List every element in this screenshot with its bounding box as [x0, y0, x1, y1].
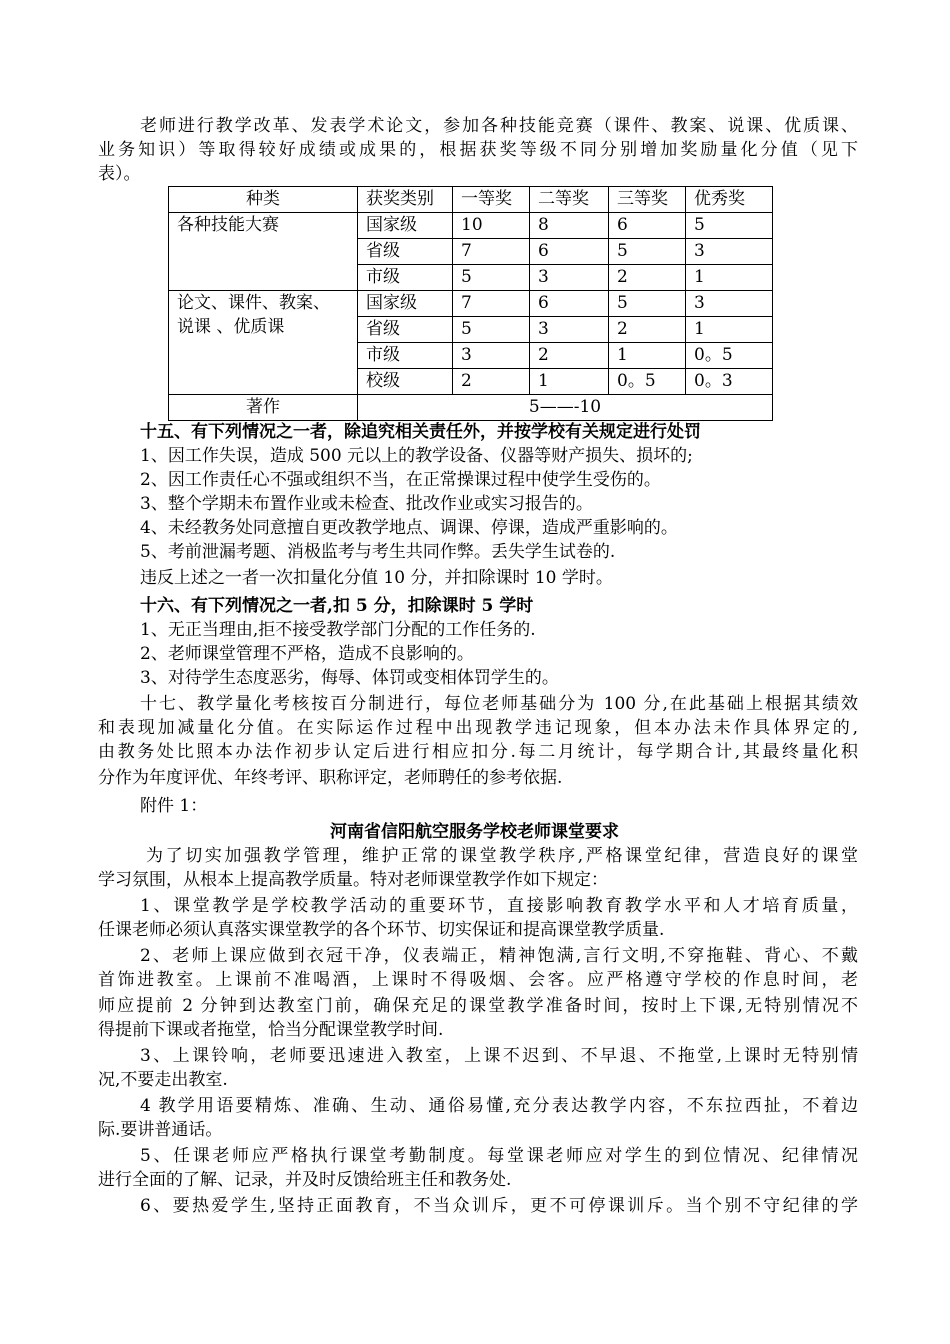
sec15-item: 4、未经教务处同意擅自更改教学地点、调课、停课，造成严重影响的。 — [140, 518, 678, 538]
sec16-item: 1、无正当理由,拒不接受教学部门分配的工作任务的. — [140, 620, 536, 640]
table-cell: 0。3 — [686, 369, 773, 395]
table-cell: 5 — [686, 213, 773, 239]
group-skills-label: 各种技能大赛 — [169, 213, 358, 291]
award-table — [168, 186, 773, 421]
table-cell: 6 — [530, 291, 609, 317]
doc-title: 河南省信阳航空服务学校老师课堂要求 — [330, 822, 619, 842]
table-cell: 10 — [453, 213, 530, 239]
group-papers-label-line-1: 论文、课件、教案、 — [177, 293, 330, 313]
table-row — [169, 395, 773, 421]
table-row — [169, 213, 773, 239]
group-papers-label-line-2: 说课 、优质课 — [177, 317, 285, 337]
table-cell: 省级 — [358, 239, 453, 265]
table-cell: 8 — [530, 213, 609, 239]
body-line: 6、要热爱学生,坚持正面教育，不当众训斥，更不可停课训斥。当个别不守纪律的学 — [140, 1196, 858, 1216]
body-line: 4 教学用语要精炼、准确、生动、通俗易懂,充分表达教学内容，不东拉西扯，不着边 — [140, 1096, 858, 1116]
body-line: 任课老师必须认真落实课堂教学的各个环节、切实保证和提高课堂教学质量. — [98, 920, 665, 940]
header-category: 种类 — [169, 187, 358, 213]
table-cell: 7 — [453, 239, 530, 265]
sec16-item: 2、老师课堂管理不严格，造成不良影响的。 — [140, 644, 474, 664]
table-cell: 3 — [686, 239, 773, 265]
table-cell: 6 — [530, 239, 609, 265]
body-line: 2、老师上课应做到衣冠干净，仪表端正，精神饱满,言行文明,不穿拖鞋、背心、不戴 — [140, 946, 858, 966]
book-label: 著作 — [169, 395, 358, 421]
body-line: 为了切实加强教学管理，维护正常的课堂教学秩序,严格课堂纪律，营造良好的课堂 — [146, 846, 858, 866]
attachment-label: 附件 1： — [140, 796, 208, 816]
sec16-item: 3、对待学生态度恶劣，侮辱、体罚或变相体罚学生的。 — [140, 668, 559, 688]
intro-line-3: 表）。 — [98, 164, 141, 184]
table-cell: 2 — [453, 369, 530, 395]
table-cell: 国家级 — [358, 213, 453, 239]
table-row — [169, 291, 773, 317]
table-cell: 1 — [530, 369, 609, 395]
sec15-item: 2、因工作责任心不强或组织不当，在正常操课过程中使学生受伤的。 — [140, 470, 661, 490]
table-cell: 校级 — [358, 369, 453, 395]
table-cell: 2 — [609, 265, 686, 291]
sec17-line-2: 和表现加减量化分值。在实际运作过程中出现教学违记现象，但本办法未作具体界定的, — [98, 718, 858, 738]
sec15-penalty: 违反上述之一者一次扣量化分值 10 分，并扣除课时 10 学时。 — [140, 568, 613, 588]
group-papers-label — [169, 291, 358, 395]
sec15-title: 十五、有下列情况之一者，除追究相关责任外，并按学校有关规定进行处罚 — [140, 422, 701, 442]
body-line: 首饰进教室。上课前不准喝酒，上课时不得吸烟、会客。应严格遵守学校的作息时间，老 — [98, 970, 858, 990]
table-cell: 国家级 — [358, 291, 453, 317]
header-second-prize: 二等奖 — [530, 187, 609, 213]
table-cell: 5 — [609, 291, 686, 317]
table-cell: 0。5 — [686, 343, 773, 369]
table-cell: 2 — [609, 317, 686, 343]
table-cell: 1 — [686, 265, 773, 291]
sec17-line-1: 十七、教学量化考核按百分制进行，每位老师基础分为 100 分,在此基础上根据其绩效 — [140, 694, 858, 714]
body-line: 学习氛围，从根本上提高教学质量。特对老师课堂教学作如下规定： — [98, 870, 608, 890]
body-line: 1、课堂教学是学校教学活动的重要环节，直接影响教育教学水平和人才培育质量， — [140, 896, 858, 916]
body-line: 况,不要走出教室. — [98, 1070, 228, 1090]
table-cell: 3 — [686, 291, 773, 317]
header-third-prize: 三等奖 — [609, 187, 686, 213]
table-cell: 3 — [453, 343, 530, 369]
table-cell: 5 — [609, 239, 686, 265]
table-cell: 1 — [609, 343, 686, 369]
sec15-item: 3、整个学期未布置作业或未检查、批改作业或实习报告的。 — [140, 494, 593, 514]
header-first-prize: 一等奖 — [453, 187, 530, 213]
table-header-row — [169, 187, 773, 213]
table-cell: 3 — [530, 265, 609, 291]
sec16-title: 十六、有下列情况之一者,扣 5 分，扣除课时 5 学时 — [140, 596, 534, 616]
table-cell: 0。5 — [609, 369, 686, 395]
table-cell: 2 — [530, 343, 609, 369]
body-line: 3、上课铃响，老师要迅速进入教室，上课不迟到、不早退、不拖堂,上课时无特别情 — [140, 1046, 858, 1066]
body-line: 师应提前 2 分钟到达教室门前，确保充足的课堂教学准备时间，按时上下课,无特别情况不 — [98, 996, 858, 1016]
body-line: 5、任课老师应严格执行课堂考勤制度。每堂课老师应对学生的到位情况、纪律情况 — [140, 1146, 858, 1166]
table-cell: 市级 — [358, 265, 453, 291]
table-cell: 市级 — [358, 343, 453, 369]
body-line: 得提前下课或者拖堂，恰当分配课堂教学时间. — [98, 1020, 444, 1040]
body-line: 际.要讲普通话。 — [98, 1120, 223, 1140]
sec15-item: 1、因工作失误，造成 500 元以上的教学设备、仪器等财产损失、损坏的; — [140, 446, 693, 466]
header-excellence-prize: 优秀奖 — [686, 187, 773, 213]
table-cell: 5 — [453, 265, 530, 291]
sec17-line-4: 分作为年度评优、年终考评、职称评定，老师聘任的参考依据. — [98, 768, 563, 788]
header-award-level: 获奖类别 — [358, 187, 453, 213]
book-value: 5——-10 — [358, 395, 773, 421]
sec17-line-3: 由教务处比照本办法作初步认定后进行相应扣分.每二月统计，每学期合计,其最终量化积 — [98, 742, 858, 762]
table-cell: 7 — [453, 291, 530, 317]
intro-line-1: 老师进行教学改革、发表学术论文，参加各种技能竞赛（课件、教案、说课、优质课、 — [140, 116, 858, 136]
body-line: 进行全面的了解、记录，并及时反馈给班主任和教务处. — [98, 1170, 512, 1190]
table-cell: 5 — [453, 317, 530, 343]
table-cell: 省级 — [358, 317, 453, 343]
sec15-item: 5、考前泄漏考题、消极监考与考生共同作弊。丢失学生试卷的. — [140, 542, 616, 562]
table-cell: 3 — [530, 317, 609, 343]
table-cell: 1 — [686, 317, 773, 343]
intro-line-2: 业务知识）等取得较好成绩或成果的，根据获奖等级不同分别增加奖励量化分值（见下 — [98, 140, 858, 160]
table-cell: 6 — [609, 213, 686, 239]
